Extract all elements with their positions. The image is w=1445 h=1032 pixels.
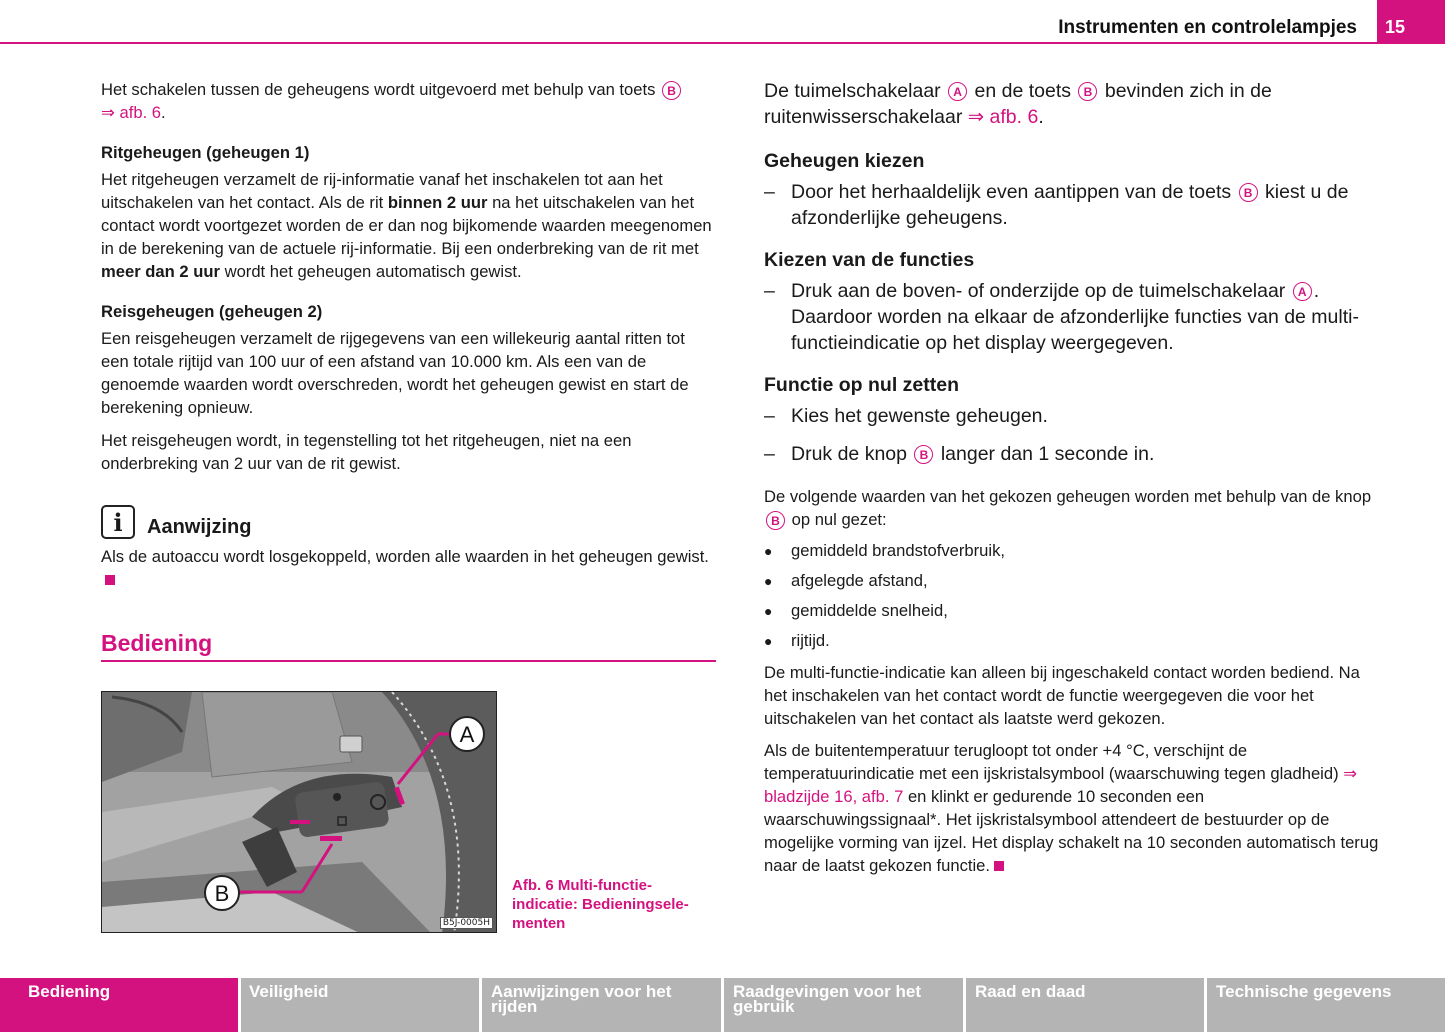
values-list — [764, 539, 1384, 653]
temperature-paragraph: Als de buitentemperatuur terugloopt tot onder +4 °C, verschijnt de temperatuurindicatie met een ijskristalsymbool (waarschuwing tegen gladheid) ⇒ bladzijde 16, afb. 7 en klinkt er gedurende 10 seconden een waarschuwingssignaal*. Het ijskristalsymbool attendeert de bestuurder op de mogelijke vorming van ijzel. Het display schakelt na 10 seconden automatisch terug naar de laatst gekozen functie. — [764, 741, 1379, 875]
note-header — [101, 505, 717, 539]
reset-step-1: – Kies het gewenste geheugen. — [764, 405, 1048, 427]
nav-tab-veiligheid[interactable]: Veiligheid — [241, 978, 482, 1032]
travel-memory-paragraph-2: Het reisgeheugen wordt, in tegenstelling tot het ritgeheugen, niet na een onderbreking van 2 uur van de rit gewist. — [101, 431, 632, 473]
page-number: 15 — [1377, 0, 1445, 42]
reset-heading: Functie op nul zetten — [764, 374, 959, 396]
list-item: ● gemiddelde snelheid, — [764, 601, 948, 620]
switch-memory-paragraph: Het schakelen tussen de geheugens wordt uitgevoerd met behulp van toets B ⇒ afb. 6. — [101, 78, 717, 124]
list-item: ● gemiddeld brandstofverbruik, — [764, 541, 1005, 560]
left-column — [101, 78, 717, 591]
key-a-symbol: A — [1293, 282, 1312, 301]
travel-memory-heading: Reisgeheugen (geheugen 2) — [101, 302, 323, 321]
figure-caption: Afb. 6 Multi-functie-indicatie: Bedieningsele-menten — [512, 877, 689, 932]
header-rule — [0, 42, 1445, 44]
key-b-symbol: B — [1078, 82, 1097, 101]
end-of-section-icon — [994, 861, 1004, 871]
key-a-symbol: A — [948, 82, 967, 101]
nav-tab-raad-en-daad[interactable]: Raad en daad — [966, 978, 1207, 1032]
key-b-symbol: B — [1239, 183, 1258, 202]
trip-memory-paragraph: Het ritgeheugen verzamelt de rij-informatie vanaf het inschakelen tot aan het uitschakelen van het contact. Als de rit binnen 2 uur na het uitschakelen van het contact wordt voortgezet worden de er dan nog bijkomende waarden meegenomen in de berekening van de actuele rij-informatie. Bij een onderbreking van de rit met meer dan 2 uur wordt het geheugen automatisch gewist. — [101, 170, 712, 281]
key-b-symbol: B — [914, 445, 933, 464]
key-b-symbol: B — [766, 511, 785, 530]
nav-tab-bediening[interactable]: Bediening — [0, 978, 241, 1032]
choose-functions-heading: Kiezen van de functies — [764, 249, 975, 271]
figure-6-link[interactable]: ⇒ afb. 6 — [967, 106, 1039, 128]
figure-label-b: B — [214, 881, 230, 906]
section-rule — [101, 660, 716, 662]
info-icon: i — [101, 505, 135, 539]
list-item: ● afgelegde afstand, — [764, 571, 928, 590]
right-column — [764, 78, 1384, 877]
values-intro: De volgende waarden van het gekozen geheugen worden met behulp van de knop B op nul gezet: — [764, 487, 1372, 529]
reset-step-2: – Druk de knop B langer dan 1 seconde in. — [764, 443, 1155, 465]
figure-code: B5J-0005H — [440, 917, 493, 929]
page-16-link[interactable]: ⇒ bladzijde 16, afb. 7 — [764, 764, 1358, 806]
running-header-title: Instrumenten en controlelampjes — [1058, 17, 1357, 38]
choose-functions-step: – Druk aan de boven- of onderzijde op de tuimelschakelaar A . Daardoor worden na elkaar de afzonderlijke functies van de multi-functieindicatie op het display weergegeven. — [764, 280, 1359, 354]
figure-6-link[interactable]: ⇒ afb. 6 — [101, 103, 162, 122]
travel-memory-paragraph-1: Een reisgeheugen verzamelt de rijgegevens van een willekeurig aantal ritten tot een totale rijtijd van 100 uur of een afstand van 10.000 km. Als een van de genoemde waarden wordt overschreden, wordt het geheugen gewist en start de berekening opnieuw. — [101, 329, 689, 417]
note-text: Als de autoaccu wordt losgekoppeld, worden alle waarden in het geheugen gewist. — [101, 545, 717, 591]
chapter-navigation — [0, 978, 1445, 1032]
figure-label-a: A — [459, 722, 475, 747]
trip-memory-heading: Ritgeheugen (geheugen 1) — [101, 143, 310, 162]
section-title: Bediening — [101, 630, 213, 656]
nav-tab-gebruik[interactable]: Raadgevingen voor het gebruik — [724, 978, 966, 1032]
nav-tab-technische-gegevens[interactable]: Technische gegevens — [1207, 978, 1445, 1032]
choose-memory-heading: Geheugen kiezen — [764, 150, 925, 172]
operate-paragraph: De multi-functie-indicatie kan alleen bij ingeschakeld contact worden bediend. Na het inschakelen van het contact wordt de functie weergegeven die voor het uitschakelen van het contact als laatste werd gekozen. — [764, 663, 1360, 728]
key-b-symbol: B — [662, 81, 681, 100]
figure-6-image — [101, 691, 497, 933]
choose-memory-step: – Door het herhaaldelijk even aantippen van de toets B kiest u de afzonderlijke geheugens. — [764, 181, 1349, 229]
wiper-stalk-illustration — [102, 692, 497, 933]
nav-tab-rijden[interactable]: Aanwijzingen voor het rijden — [482, 978, 724, 1032]
note-title: Aanwijzing — [147, 516, 252, 538]
end-of-section-icon — [105, 575, 115, 585]
list-item: ● rijtijd. — [764, 631, 830, 650]
intro-paragraph: De tuimelschakelaar A en de toets B bevinden zich in de ruitenwisserschakelaar ⇒ afb. 6. — [764, 80, 1272, 128]
